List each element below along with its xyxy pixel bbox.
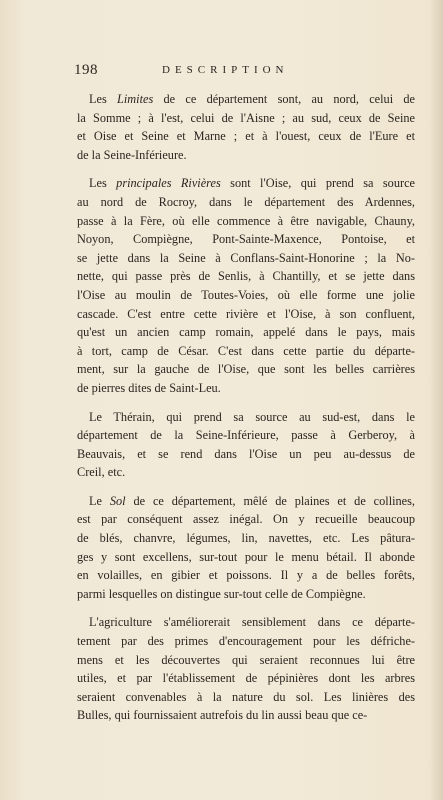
text-run: et Oise et Seine et Marne ; et à l'ouest, ceux de l'Eure et	[77, 129, 415, 144]
text-run: L'agriculture s'améliorerait sensiblement dans ce départe-	[89, 615, 415, 630]
text-run: ment, sur la gauche de l'Oise, que sont les belles carrières	[77, 362, 415, 377]
italic-term: Sol	[109, 493, 126, 508]
text-run: ges y sont excellens, sur-tout pour le menu bétail. Il abonde	[77, 549, 415, 564]
text-line	[77, 305, 415, 324]
page-header	[74, 62, 425, 82]
text-run: de la Seine-Inférieure.	[77, 147, 187, 162]
text-run: de ce département, mêlé de plaines et de collines,	[125, 493, 415, 508]
body-text	[77, 90, 415, 735]
text-run: Creil, etc.	[77, 465, 126, 480]
text-line	[77, 249, 415, 268]
running-head: DESCRIPTION	[162, 64, 289, 76]
text-line	[77, 445, 415, 464]
text-line	[77, 408, 415, 427]
text-line	[77, 492, 415, 511]
text-run: seraient convenables à la nature du sol. Les linières des	[77, 689, 415, 704]
text-line	[77, 379, 415, 398]
text-line	[77, 230, 415, 249]
text-run: mens et les découvertes qui seraient reconnues lui être	[77, 652, 415, 667]
text-line	[77, 267, 415, 286]
text-line	[77, 342, 415, 361]
text-run: Noyon, Compiègne, Pont-Sainte-Maxence, Pontoise, et	[77, 232, 415, 247]
text-line	[77, 212, 415, 231]
text-line	[77, 323, 415, 342]
text-line	[77, 529, 415, 548]
text-line	[77, 651, 415, 670]
text-run: à tort, camp de César. C'est dans cette partie du départe-	[77, 343, 415, 358]
text-run: département de la Seine-Inférieure, passe à Gerberoy, à	[77, 428, 415, 443]
text-run: Le Thérain, qui prend sa source au sud-est, dans le	[89, 409, 415, 424]
text-line	[77, 127, 415, 146]
text-run: la Somme ; à l'est, celui de l'Aisne ; au sud, ceux de Seine	[77, 110, 415, 125]
text-run: qu'est un ancien camp romain, appelé dans le pays, mais	[77, 325, 415, 340]
text-run: de blés, chanvre, légumes, lin, navettes, etc. Les pâtura-	[77, 531, 415, 546]
text-run: se jette dans la Seine à Conflans-Saint-Honorine ; la No-	[77, 250, 415, 265]
text-line	[77, 688, 415, 707]
paragraph	[77, 408, 415, 482]
text-run: Les	[89, 92, 118, 106]
text-run: au nord de Rocroy, dans le département des Ardennes,	[77, 194, 415, 209]
text-line	[77, 146, 415, 165]
text-run: est par conséquent assez inégal. On y recueille beaucoup	[77, 512, 415, 527]
text-run: de ce département sont, au nord, celui de	[153, 92, 415, 106]
paragraph	[77, 174, 415, 397]
text-run: de pierres dites de Saint-Leu.	[77, 380, 221, 395]
paragraph	[77, 613, 415, 725]
text-line	[77, 174, 415, 193]
text-run: Le	[89, 493, 110, 508]
text-run: nette, qui passe près de Senlis, à Chantilly, et se jette dans	[77, 269, 415, 284]
text-line	[77, 632, 415, 651]
text-line	[77, 90, 415, 109]
text-run: Bulles, qui fournissaient autrefois du lin aussi beau que ce-	[77, 708, 368, 723]
text-line	[77, 193, 415, 212]
text-line	[77, 566, 415, 585]
text-run: utiles, et par l'établissement de pépinières dont les arbres	[77, 671, 415, 686]
italic-term: Limites	[117, 92, 154, 106]
paragraph	[77, 90, 415, 164]
text-line	[77, 426, 415, 445]
text-run: Beauvais, et se rend dans l'Oise un peu au-dessus de	[77, 446, 415, 461]
text-run: l'Oise au moulin de Toutes-Voies, où elle forme une jolie	[77, 287, 415, 302]
text-line	[77, 463, 415, 482]
text-run: en volailles, en gibier et poissons. Il y a de belles forêts,	[77, 568, 415, 583]
text-line	[77, 286, 415, 305]
text-run: passe à la Fère, où elle commence à être navigable, Chauny,	[77, 213, 415, 228]
text-line	[77, 510, 415, 529]
page-number: 198	[74, 62, 98, 78]
text-run: cascade. C'est entre cette rivière et l'Oise, à son confluent,	[77, 306, 415, 321]
text-run: parmi lesquelles on distingue sur-tout celle de Compiègne.	[77, 586, 366, 601]
paragraph	[77, 492, 415, 604]
text-run: tement par des primes d'encouragement pour les défriche-	[77, 634, 415, 649]
text-line	[77, 548, 415, 567]
text-run: Les	[89, 176, 117, 191]
page-edge-shadow	[429, 0, 443, 800]
text-line	[77, 360, 415, 379]
text-line	[77, 585, 415, 604]
text-line	[77, 109, 415, 128]
italic-term: principales Rivières	[116, 176, 221, 191]
text-line	[77, 669, 415, 688]
text-line	[77, 613, 415, 632]
text-line	[77, 706, 415, 725]
text-run: sont l'Oise, qui prend sa source	[220, 176, 415, 191]
